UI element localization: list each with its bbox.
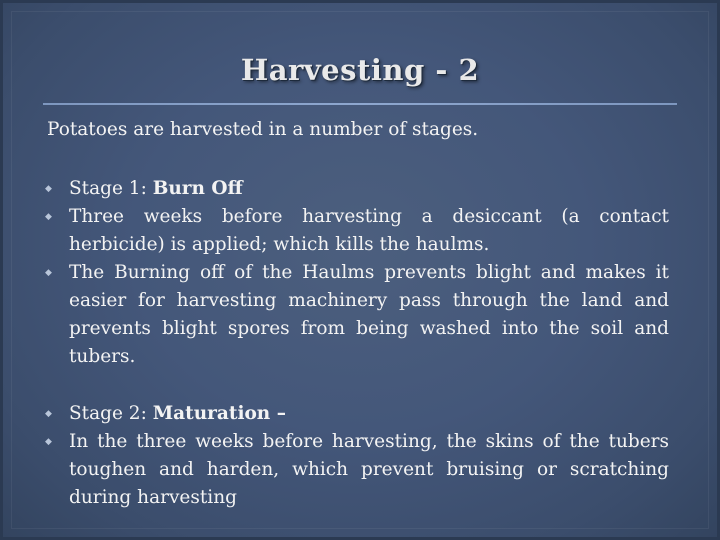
stage-2-list <box>43 400 669 512</box>
title-divider <box>43 103 677 105</box>
bullet-icon: ◆ <box>45 212 52 222</box>
slide-title: Harvesting - 2 <box>240 53 480 87</box>
list-item <box>43 259 669 371</box>
bullet-icon: ◆ <box>45 184 52 194</box>
stage-2-prefix: Stage 2: <box>69 403 153 424</box>
list-item <box>43 400 669 428</box>
list-item <box>43 203 669 259</box>
stage-2-name: Maturation – <box>152 403 286 424</box>
stage-1-prefix: Stage 1: <box>69 178 153 199</box>
stage-1-point-2: The Burning off of the Haulms prevents blight and makes it easier for harvesting machinery pass through the land and prevents blight spores from being washed into the soil and tubers. <box>69 262 669 367</box>
bullet-icon: ◆ <box>45 409 52 419</box>
stage-1-point-1: Three weeks before harvesting a desiccant (a contact herbicide) is applied; which kills the haulms. <box>69 206 669 255</box>
bullet-icon: ◆ <box>45 437 52 447</box>
list-item <box>43 175 669 203</box>
bullet-icon: ◆ <box>45 268 52 278</box>
stage-2-point-1: In the three weeks before harvesting, the skins of the tubers toughen and harden, which prevent bruising or scratching during harvesting <box>69 431 669 508</box>
stage-1-list <box>43 175 669 371</box>
list-item <box>43 428 669 512</box>
intro-text: Potatoes are harvested in a number of stages. <box>47 119 479 140</box>
stage-1-name: Burn Off <box>152 178 243 199</box>
